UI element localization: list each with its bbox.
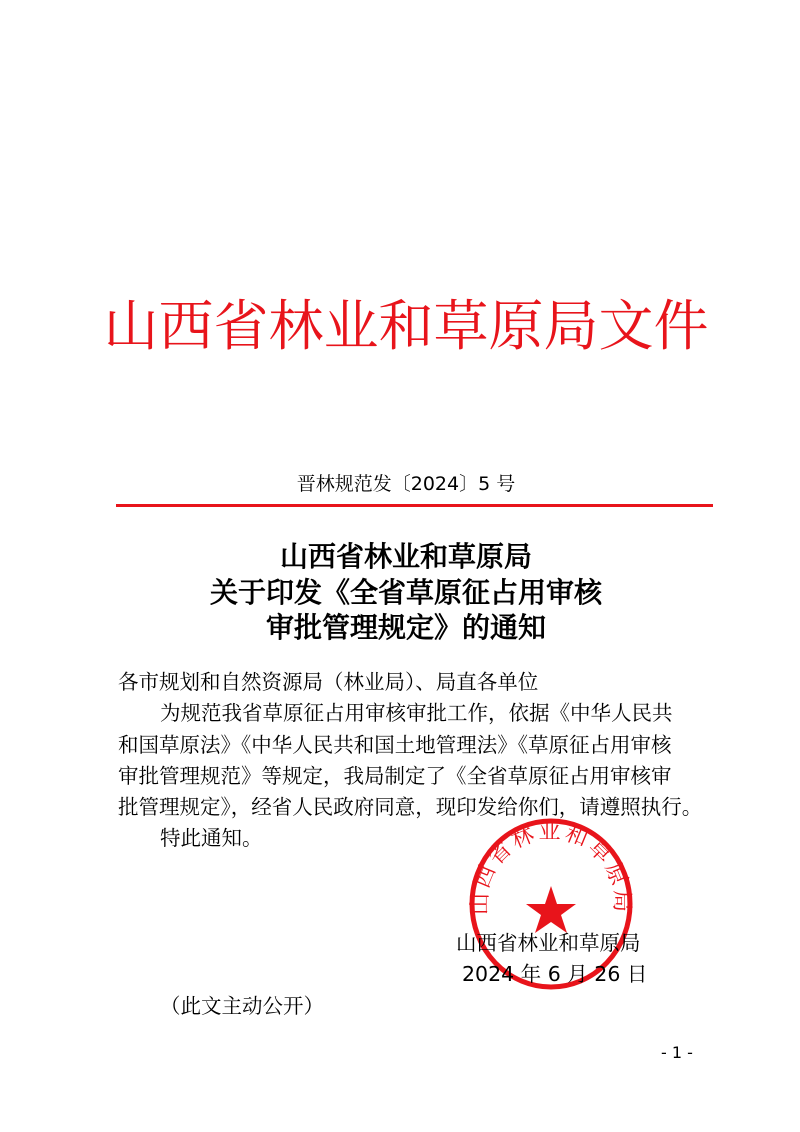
paragraph-line: 审批管理规范》等规定，我局制定了《全省草原征占用审核审: [118, 764, 672, 788]
closing: 特此通知。: [160, 826, 263, 850]
red-divider: [116, 504, 713, 507]
page-number: - 1 -: [661, 1043, 693, 1062]
notice-title-line-2: 关于印发《全省草原征占用审核: [209, 576, 602, 609]
signature-org: 山西省林业和草原局: [456, 931, 641, 955]
paragraph-line: 批管理规定》，经省人民政府同意，现印发给你们，请遵照执行。: [118, 795, 703, 819]
paragraph-line: 为规范我省草原征占用审核审批工作，依据《中华人民共: [160, 701, 673, 725]
notice-title-line-1: 山西省林业和草原局: [279, 540, 532, 573]
disclosure-note: （此文主动公开）: [160, 994, 324, 1018]
signature-date: 2024 年 6 月 26 日: [462, 962, 648, 986]
seal-text: 山西省林业和草原局: [468, 819, 634, 916]
addressee: 各市规划和自然资源局（林业局）、局直各单位: [118, 670, 539, 694]
document-number: 晋林规范发〔2024〕5 号: [296, 473, 516, 495]
document-header-title: 山西省林业和草原局文件: [103, 294, 709, 358]
paragraph-line: 和国草原法》《中华人民共和国土地管理法》《草原征占用审核: [118, 733, 672, 757]
notice-title-line-3: 审批管理规定》的通知: [265, 611, 546, 644]
